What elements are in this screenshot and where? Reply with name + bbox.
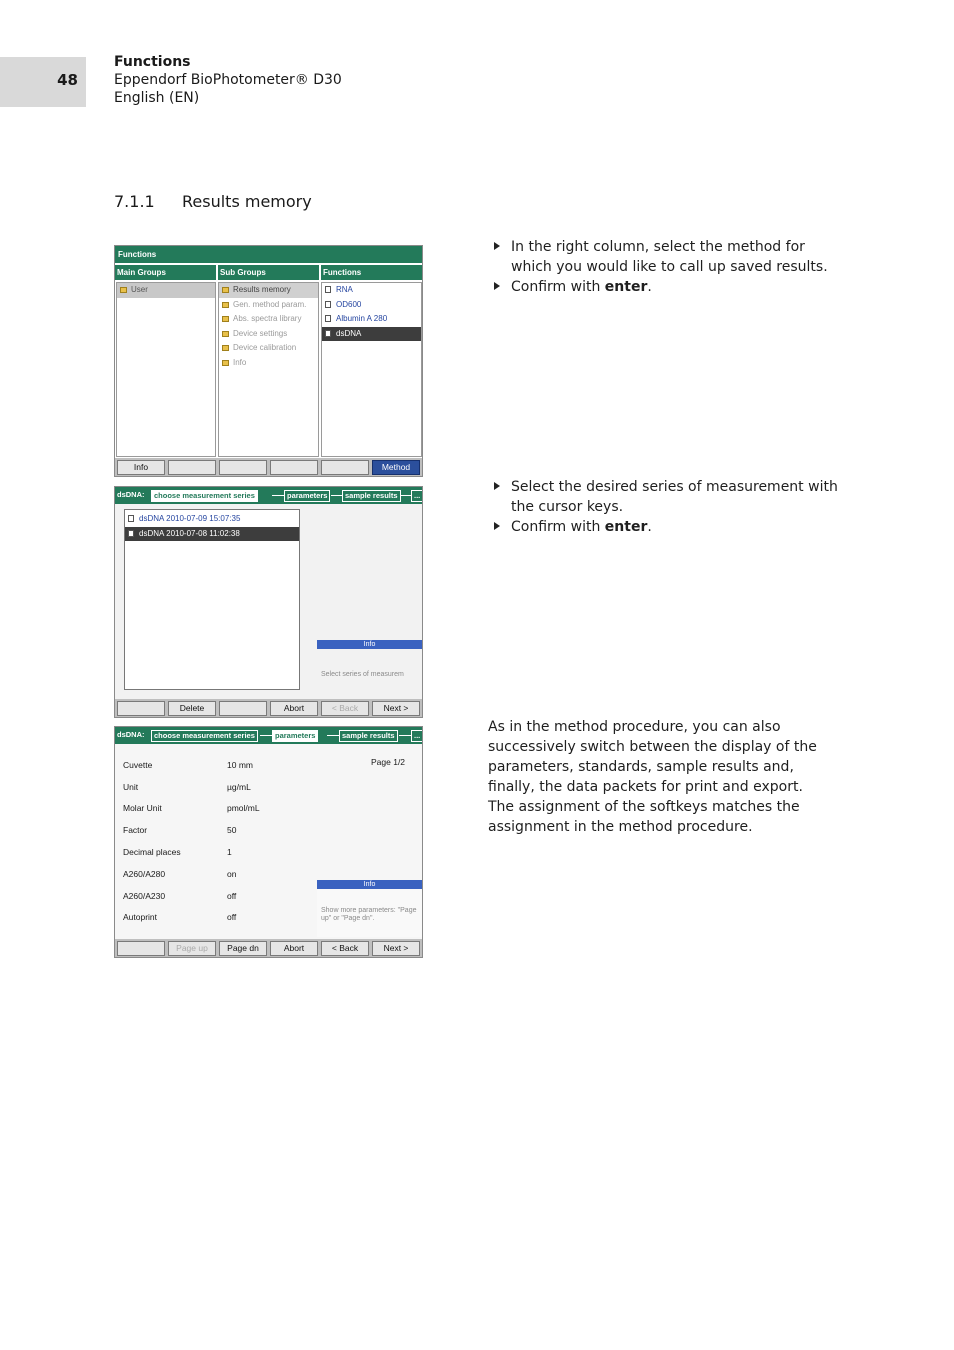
- col-header-sub: Sub Groups: [218, 265, 319, 280]
- tab-connector: [331, 495, 342, 496]
- folder-icon: [222, 316, 229, 322]
- list-item[interactable]: Gen. method param.: [219, 298, 318, 313]
- softkey-4[interactable]: [270, 460, 318, 475]
- param-value: pmol/mL: [227, 803, 260, 813]
- folder-icon: [222, 287, 229, 293]
- list-item[interactable]: User: [117, 283, 215, 298]
- list-item[interactable]: Device settings: [219, 327, 318, 342]
- method-softkey[interactable]: Method: [372, 460, 420, 475]
- softkey-bar: [115, 939, 422, 957]
- instruction-block-1: [488, 237, 848, 297]
- document-icon: [325, 286, 331, 293]
- screen-title: Functions: [115, 246, 422, 263]
- softkey-bar: [115, 699, 422, 717]
- softkey-3[interactable]: [219, 460, 267, 475]
- info-header: Info: [317, 880, 422, 889]
- param-name: Factor: [123, 825, 148, 835]
- series-list: [124, 509, 300, 690]
- functions-list: [321, 282, 422, 457]
- param-name: Autoprint: [123, 912, 158, 922]
- tab-choose-series[interactable]: choose measurement series: [151, 490, 258, 502]
- info-text: Show more parameters: "Page up" or "Page dn".: [321, 907, 417, 922]
- paragraph: The assignment of the softkeys matches the assignment in the method procedure.: [488, 799, 800, 835]
- list-item[interactable]: dsDNA: [322, 327, 421, 342]
- page-indicator: Page 1/2: [371, 757, 406, 767]
- col-header-main: Main Groups: [115, 265, 216, 280]
- instruction-step: Select the desired series of measurement with the cursor keys.: [488, 477, 848, 517]
- tab-bar: [115, 487, 422, 504]
- param-value: off: [227, 891, 237, 901]
- instruction-block-2: [488, 477, 848, 537]
- param-value: on: [227, 869, 237, 879]
- delete-softkey[interactable]: Delete: [168, 701, 216, 716]
- instruction-step: Confirm with enter.: [488, 277, 848, 297]
- header-product: Eppendorf BioPhotometer® D30: [114, 72, 342, 88]
- list-item[interactable]: Device calibration: [219, 341, 318, 356]
- softkey-5[interactable]: [321, 460, 369, 475]
- document-icon: [128, 530, 134, 537]
- param-value: 50: [227, 825, 237, 835]
- sub-groups-list: [218, 282, 319, 457]
- list-item[interactable]: dsDNA 2010-07-09 15:07:35: [125, 512, 299, 527]
- info-panel: [317, 880, 422, 937]
- param-value: off: [227, 912, 237, 922]
- instruction-step: Confirm with enter.: [488, 517, 848, 537]
- param-name: A260/A230: [123, 891, 166, 901]
- document-icon: [325, 330, 331, 337]
- document-icon: [325, 301, 331, 308]
- softkey-1[interactable]: [117, 701, 165, 716]
- list-item[interactable]: dsDNA 2010-07-08 11:02:38: [125, 527, 299, 542]
- softkey-2[interactable]: [168, 460, 216, 475]
- info-panel: [317, 640, 422, 683]
- tab-connector: [401, 495, 411, 496]
- section-title: Results memory: [182, 192, 312, 211]
- abort-softkey[interactable]: Abort: [270, 701, 318, 716]
- choose-series-screen: [114, 486, 423, 718]
- list-item[interactable]: RNA: [322, 283, 421, 298]
- softkey-3[interactable]: [219, 701, 267, 716]
- main-groups-list: [116, 282, 216, 457]
- folder-icon: [120, 287, 127, 293]
- param-value: 1: [227, 847, 232, 857]
- functions-screen: [114, 245, 423, 477]
- info-softkey[interactable]: Info: [117, 460, 165, 475]
- tab-more[interactable]: ...: [411, 490, 423, 502]
- tab-connector: [399, 735, 411, 736]
- tab-more[interactable]: ...: [411, 730, 423, 742]
- method-prefix: dsDNA:: [117, 490, 145, 499]
- page-dn-softkey[interactable]: Page dn: [219, 941, 267, 956]
- description-block: [488, 717, 840, 837]
- header-language: English (EN): [114, 90, 200, 106]
- document-icon: [128, 515, 134, 522]
- list-item[interactable]: Abs. spectra library: [219, 312, 318, 327]
- tab-sample-results[interactable]: sample results: [339, 730, 398, 742]
- header-section: Functions: [114, 54, 191, 70]
- back-softkey[interactable]: < Back: [321, 701, 369, 716]
- back-softkey[interactable]: < Back: [321, 941, 369, 956]
- list-item[interactable]: Albumin A 280: [322, 312, 421, 327]
- list-item[interactable]: Results memory: [219, 283, 318, 298]
- document-icon: [325, 315, 331, 322]
- abort-softkey[interactable]: Abort: [270, 941, 318, 956]
- tab-sample-results[interactable]: sample results: [342, 490, 401, 502]
- tab-bar: [115, 727, 422, 744]
- page-up-softkey[interactable]: Page up: [168, 941, 216, 956]
- paragraph: As in the method procedure, you can also successively switch between the display of the parameters, standards, sample results and, finally, the data packets for print and export.: [488, 719, 817, 795]
- param-value: µg/mL: [227, 782, 251, 792]
- tab-connector: [260, 735, 272, 736]
- col-header-func: Functions: [321, 265, 422, 280]
- param-name: Decimal places: [123, 847, 181, 857]
- param-value: 10 mm: [227, 760, 253, 770]
- tab-parameters[interactable]: parameters: [272, 730, 318, 742]
- section-number: 7.1.1: [114, 192, 155, 211]
- info-header: Info: [317, 640, 422, 649]
- param-name: A260/A280: [123, 869, 166, 879]
- list-item[interactable]: OD600: [322, 298, 421, 313]
- instruction-step: In the right column, select the method for which you would like to call up saved results.: [488, 237, 848, 277]
- tab-parameters[interactable]: parameters: [284, 490, 330, 502]
- next-softkey[interactable]: Next >: [372, 941, 420, 956]
- param-name: Cuvette: [123, 760, 153, 770]
- tab-connector: [272, 495, 284, 496]
- folder-icon: [222, 302, 229, 308]
- next-softkey[interactable]: Next >: [372, 701, 420, 716]
- parameters-screen: [114, 726, 423, 958]
- info-text: Select series of measurem: [321, 671, 404, 678]
- tab-connector: [327, 735, 339, 736]
- softkey-bar: [115, 458, 422, 476]
- page-number: 48: [57, 71, 78, 89]
- section-heading: [114, 192, 312, 211]
- folder-icon: [222, 360, 229, 366]
- method-prefix: dsDNA:: [117, 730, 145, 739]
- param-name: Unit: [123, 782, 139, 792]
- list-item[interactable]: Info: [219, 356, 318, 371]
- softkey-1[interactable]: [117, 941, 165, 956]
- running-header: [114, 53, 342, 107]
- folder-icon: [222, 331, 229, 337]
- tab-choose-series[interactable]: choose measurement series: [151, 730, 258, 742]
- param-name: Molar Unit: [123, 803, 162, 813]
- folder-icon: [222, 345, 229, 351]
